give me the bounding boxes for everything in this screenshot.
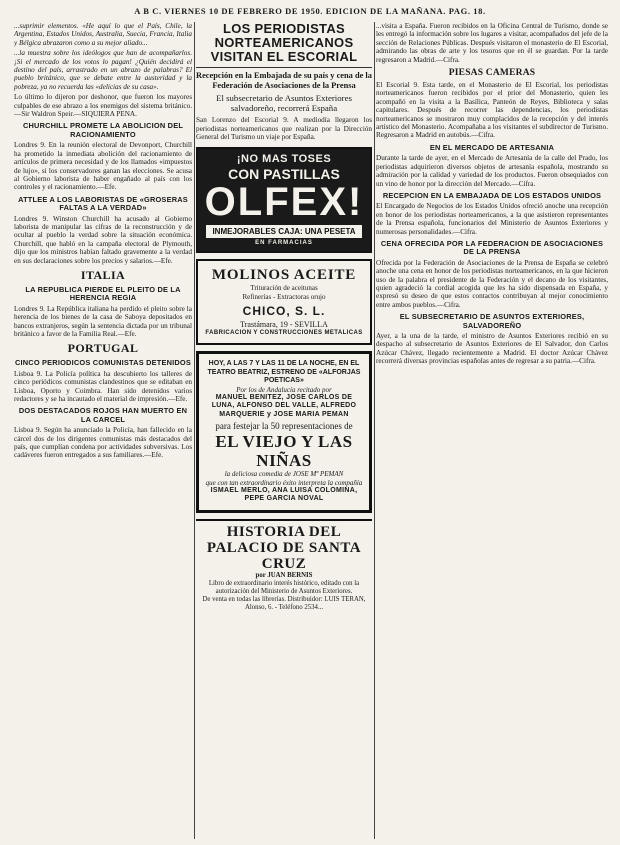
molinos-ad xyxy=(196,259,372,345)
article-subsecretario xyxy=(376,313,608,365)
article-body: Ayer, a la una de la tarde, el ministro de Asuntos Exteriores recibió en su despacho al subsecretario de Asuntos Exteriores de El Salvador, don Carlos Azúcar Chávez, llegado recientemente a Madrid. El doctor Azúcar Chávez recorrerá diversas provincias españolas antes de regresar a su patria.—Cifra. xyxy=(376,332,608,366)
molinos-line-2: Refinerías - Extractoras orujo xyxy=(242,293,326,302)
olfex-footer: EN FARMACIAS xyxy=(255,240,313,247)
article-escorial xyxy=(376,68,608,140)
molinos-address: Trastámara, 19 - SEVILLA xyxy=(240,320,328,330)
molinos-line-1: Trituración de aceitunas xyxy=(250,284,318,293)
theatre-performances: para festejar la 50 representaciones de xyxy=(215,421,353,432)
theatre-play-note: la deliciosa comedia de JOSE Mª PEMAN xyxy=(224,470,344,479)
article-heading: EL SUBSECRETARIO DE ASUNTOS EXTERIORES, SALVADOREÑO xyxy=(399,312,585,330)
molinos-footer: FABRICACION Y CONSTRUCCIONES METALICAS xyxy=(205,330,363,337)
article-body: Ofrecida por la Federación de Asociaciones de la Prensa de España se celebró anoche una cena en honor de los periodistas norteamericanos, en la que hicieron uso de la palabra el presidente de la Federación y el decano de los visitantes, quien agradeció la cordial acogida que les ha sido dispensada en España, y expresó su deseo de que estos contactos contribuyan al mejor conocimiento entre ambos pueblos.—Cifra. xyxy=(376,258,608,309)
section-heading: ITALIA xyxy=(80,267,126,282)
main-headline: LOS PERIODISTAS NORTEAMERICANOS VISITAN EL ESCORIAL xyxy=(196,22,372,68)
left-column xyxy=(14,22,192,841)
theatre-cast-intro: Por los de Andalucía recitado por xyxy=(236,385,332,394)
main-deck: Recepción en la Embajada de su país y cena de la Federación de Asociaciones de la Prensa xyxy=(196,71,372,90)
historia-info: Libro de extraordinario interés histórico, editado con la autorización del Ministerio de Asuntos Exteriores. xyxy=(208,579,360,595)
article-artesania xyxy=(376,144,608,188)
article-attlee xyxy=(14,196,192,265)
article-heading: PIESAS CAMERAS xyxy=(448,68,536,79)
article-embajada xyxy=(376,192,608,236)
theatre-cast: MANUEL BENITEZ, JOSE CARLOS DE LUNA, ALFONSO DEL VALLE, ALFREDO MARQUERIE y JOSE MARIA PEMAN xyxy=(211,394,357,418)
olfex-line-2: CON PASTILLAS xyxy=(228,166,340,183)
article-heading: RECEPCION EN LA EMBAJADA DE LOS ESTADOS UNIDOS xyxy=(382,190,602,200)
article-body: Lisboa 9. La Policía política ha descubierto los talleres de cinco periódicos comunistas clandestinos que se editaban en Lisboa, Oporto y Coimbra. Han sido detenidos varios redactores y se ha incautado el material de impresión.—Efe. xyxy=(14,369,192,404)
article-heading: CHURCHILL PROMETE LA ABOLICION DEL RACIONAMIENTO xyxy=(22,121,184,139)
olfex-tagline: INMEJORABLES CAJA: UNA PESETA xyxy=(206,225,362,238)
article-body: Londres 9. Winston Churchill ha acusado al Gobierno laborista de manipular las cifras de la reconstrucción y de ocultar al pueblo la verdad sobre la situación económica. Churchill, que habló en la campaña electoral de Plymouth, dijo que los ministros habían faltado gravemente a la verdad en sus declaraciones sobre los precios y salarios.—Efe. xyxy=(14,214,192,265)
theatre-company: ISMAEL MERLO, ANA LUISA COLOMINA, PEPE GARCIA NOVAL xyxy=(210,487,358,503)
article-body: El Escorial 9. Esta tarde, en el Monasterio de El Escorial, los periodistas norteamericanos fueron recibidos por el prior del Monasterio, quien les acompañó en la visita a la Basílica, Panteón de Reyes, Biblioteca y salas capitulares. Después de recorrer las dependencias, los periodistas norteamericanos se mostraron muy complacidos de la recepción y del interés artístico del Monasterio. Acompañaba a los visitantes el subdirector de Turismo. Regresaron a Madrid en autobús.—Cifra. xyxy=(376,81,608,140)
article-body: Londres 9. En la reunión electoral de Devonport, Churchill ha prometido la inmediata abolición del racionamiento de artículos de primera necesidad y de los llamados «impuestos de lujo», si los conservadores ganan las elecciones. Se acusa al Gobierno laborista de haber engañado al país con los controles y el racionamiento.—Efe. xyxy=(14,141,192,192)
intro-paragraph: Lo último lo dijeron por deshonor, que fueron los mayores culpables de ese abrazo a los enemigos del sistema británico. —Sir Waldron Speir.—SIQUIERA PENA. xyxy=(14,93,192,119)
olfex-brand: OLFEX! xyxy=(204,180,364,225)
article-body: Lisboa 9. Según ha anunciado la Policía, han fallecido en la cárcel dos de los dirigentes comunistas más destacados del país, que cumplían condena por actividades subversivas. Los cadáveres fueron entregados a sus familiares.—Efe. xyxy=(14,426,192,460)
theatre-ad xyxy=(196,351,372,512)
article-heading: CENA OFRECIDA POR LA FEDERACION DE ASOCIACIONES DE LA PRENSA xyxy=(380,238,604,257)
olfex-ad xyxy=(196,147,372,253)
middle-column xyxy=(196,22,372,841)
historia-title: HISTORIA DEL PALACIO DE SANTA CRUZ xyxy=(206,523,362,572)
intro-paragraph: ...suprimir elementos. «He aquí lo que el País, Chile, la Argentina, Estados Unidos, Australia, Suecia, Francia, Italia y Bélgica abrazaron como a su mejor aliado... xyxy=(14,22,192,47)
olfex-line-1: ¡NO MAS TOSES xyxy=(236,153,332,166)
theatre-play-title: EL VIEJO Y LAS NIÑAS xyxy=(215,432,353,471)
continuation-paragraph: ...visita a España. Fueron recibidos en la Oficina Central de Turismo, donde se les entregó la información sobre los lugares a visitar, acompañados del jefe de la sección de Relaciones Públicas. Después visitaron el monasterio de El Escorial, admirando las obras de arte y los tesoros que en él se guardan. Por la tarde regresaron a Madrid.—Cifra. xyxy=(376,22,608,64)
article-body: El Encargado de Negocios de los Estados Unidos ofreció anoche una recepción en honor de los periodistas norteamericanos, a la que asistieron representantes de la Prensa española, funcionarios del Ministerio de Asuntos Exteriores y numerosas personalidades.—Cifra. xyxy=(376,202,608,236)
article-body: Londres 9. La República italiana ha perdido el pleito sobre la herencia de los bienes de la casa de Saboya depositados en bancos extranjeros, según la sentencia dictada por un tribunal británico a favor de la Familia Real.—Efe. xyxy=(14,304,192,338)
article-body: Durante la tarde de ayer, en el Mercado de Artesanía de la calle del Prado, los periodistas adquirieron diversos objetos de artesanía española, mostrando su admiración por la calidad y variedad de los productos. Fueron obsequiados con un vino de honor por la dirección del Mercado.—Cifra. xyxy=(376,154,608,188)
article-heading: EN EL MERCADO DE ARTESANIA xyxy=(429,142,555,152)
historia-ad xyxy=(196,519,372,612)
column-rule xyxy=(194,22,195,839)
main-deck-secondary: El subsecretario de Asuntos Exteriores salvadoreño, recorrerá España xyxy=(216,93,352,114)
theatre-announce: HOY, A LAS 7 Y LAS 11 DE LA NOCHE, EN EL TEATRO BEATRIZ, ESTRENO DE «ALFORJAS POETICAS» xyxy=(207,360,361,385)
section-heading: PORTUGAL xyxy=(67,341,139,356)
running-head: A B C. VIERNES 10 DE FEBRERO DE 1950. EDICION DE LA MAÑANA. PAG. 18. xyxy=(134,6,486,16)
column-rule xyxy=(374,22,375,839)
right-column xyxy=(376,22,608,841)
article-churchill xyxy=(14,122,192,191)
molinos-title: MOLINOS ACEITE xyxy=(211,267,357,284)
historia-author: por JUAN BERNIS xyxy=(255,571,313,579)
article-italia xyxy=(14,269,192,338)
intro-paragraph: ...la muestra sobre los ideólogos que han de acompañarlos. ¡Si el mercado de los votos lo pagan! ¿Quién decidirá el destino del país, arrastrado en un abrazo de palabras? El pueblo británico, que se debate entre la austeridad y la pobreza, ya no recuerda las «delicias de su casa». xyxy=(14,49,192,91)
theatre-company-intro: que con tan extraordinario éxito interpreta la compañía xyxy=(205,478,363,487)
article-rojos xyxy=(14,407,192,459)
molinos-company: CHICO, S. L. xyxy=(242,304,326,319)
article-heading: LA REPUBLICA PIERDE EL PLEITO DE LA HERENCIA REGIA xyxy=(25,284,181,303)
article-heading: DOS DESTACADOS ROJOS HAN MUERTO EN LA CARCEL xyxy=(18,406,188,424)
article-heading: CINCO PERIODICOS COMUNISTAS DETENIDOS xyxy=(14,358,192,368)
article-portugal xyxy=(14,342,192,403)
main-story-body: San Lorenzo del Escorial 9. A mediodía llegaron los periodistas norteamericanos que realizan por la Dirección General del Turismo un viaje por España. xyxy=(196,116,372,141)
historia-sales: De venta en todas las librerías. Distribuidor: LUIS TERAN, Alonso, 6. - Teléfono 2534... xyxy=(202,595,366,611)
article-heading: ATTLEE A LOS LABORISTAS DE «GROSERAS FALTAS A LA VERDAD» xyxy=(18,194,188,213)
article-cena xyxy=(376,240,608,309)
